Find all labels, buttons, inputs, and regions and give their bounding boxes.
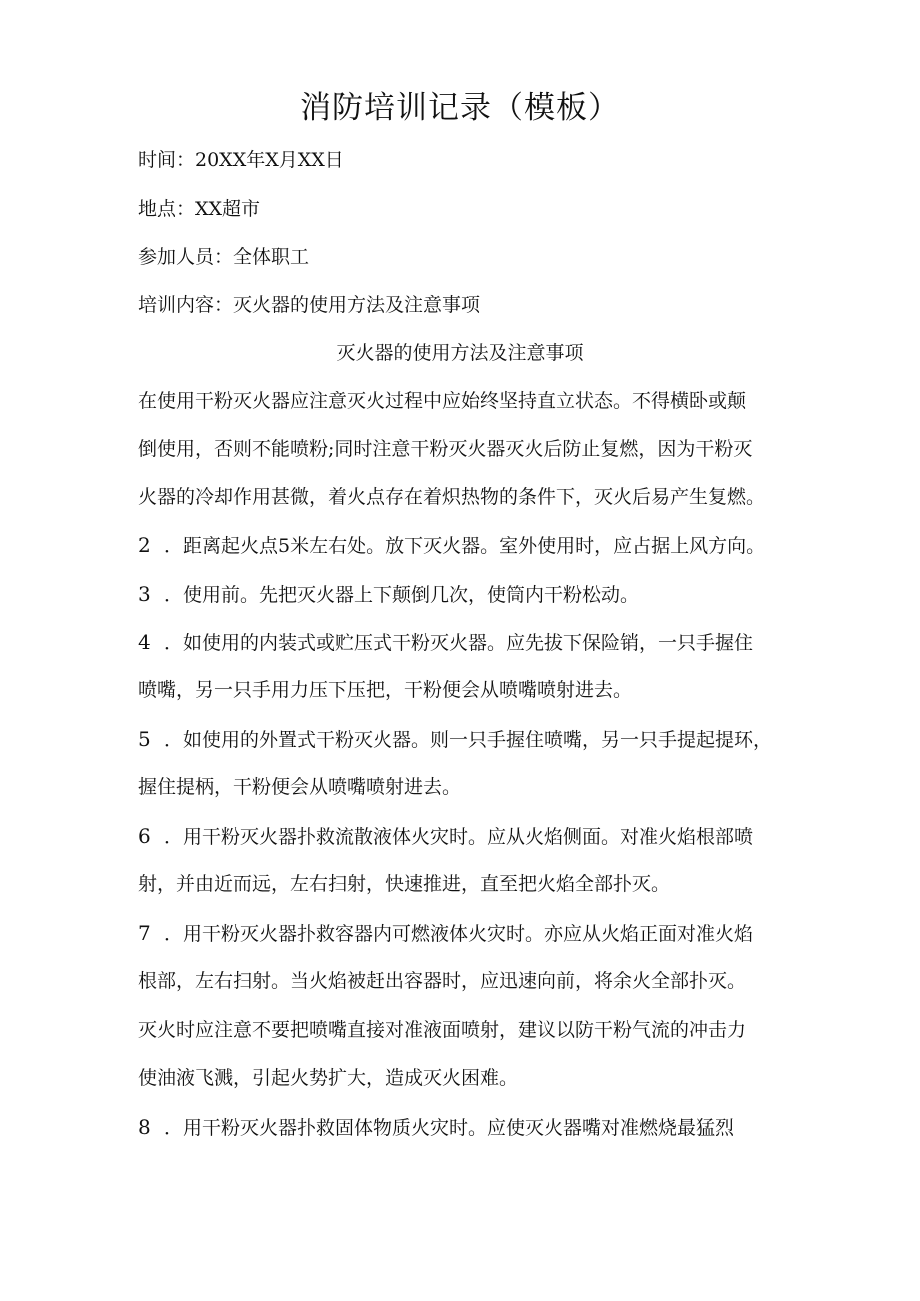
list-item-6 [138,823,798,850]
item-number: 6 [138,824,151,848]
item-continuation-line: 喷嘴，另一只手用力压下压把，干粉便会从喷嘴喷射进去。 [138,679,633,701]
item-text: ．用干粉灭火器扑救容器内可燃液体火灾时。亦应从火焰正面对准火焰 [164,923,754,945]
meta-participants: 参加人员：全体职工 [138,246,310,268]
intro-line: 火器的冷却作用甚微，着火点存在着炽热物的条件下，灭火后易产生复燃。 [138,486,766,508]
list-item-3 [138,581,798,608]
item-number: 3 [138,582,151,606]
item-number: 7 [138,921,151,945]
intro-line: 在使用干粉灭火器应注意灭火过程中应始终坚持直立状态。不得横卧或颠 [138,390,747,412]
list-item-5 [138,726,798,753]
item-number: 5 [138,727,151,751]
section-subtitle: 灭火器的使用方法及注意事项 [336,342,584,364]
item-number: 2 [138,533,151,557]
meta-time: 时间：20XX年X月XX日 [138,149,344,171]
list-item-2 [138,532,798,559]
item-text: ．使用前。先把灭火器上下颠倒几次，使筒内干粉松动。 [164,584,640,606]
item-continuation-line: 射，并由近而远，左右扫射，快速推进，直至把火焰全部扑灭。 [138,873,671,895]
item-number: 8 [138,1115,151,1139]
list-item-7 [138,920,798,947]
item-continuation-line: 灭火时应注意不要把喷嘴直接对准液面喷射，建议以防干粉气流的冲击力 [138,1019,747,1041]
item-continuation-line: 握住提柄，干粉便会从喷嘴喷射进去。 [138,776,462,798]
item-text: ．用干粉灭火器扑救固体物质火灾时。应使灭火器嘴对准燃烧最猛烈 [164,1117,735,1139]
list-item-4 [138,629,798,656]
meta-place: 地点：XX超市 [138,198,261,220]
item-number: 4 [138,630,151,654]
item-text: ．用干粉灭火器扑救流散液体火灾时。应从火焰侧面。对准火焰根部喷 [164,826,754,848]
list-item-8 [138,1114,798,1141]
item-text: ．如使用的外置式干粉灭火器。则一只手握住喷嘴，另一只手提起提环， [164,729,773,751]
intro-line: 倒使用，否则不能喷粉;同时注意干粉灭火器灭火后防止复燃，因为干粉灭 [138,438,753,460]
item-continuation-line: 根部，左右扫射。当火焰被赶出容器时，应迅速向前，将余火全部扑灭。 [138,970,747,992]
item-text: ．距离起火点5米左右处。放下灭火器。室外使用时，应占据上风方向。 [164,535,766,557]
item-text: ．如使用的内装式或贮压式干粉灭火器。应先拔下保险销，一只手握住 [164,632,754,654]
item-continuation-line: 使油液飞溅，引起火势扩大，造成灭火困难。 [138,1067,519,1089]
meta-content: 培训内容：灭火器的使用方法及注意事项 [138,294,481,316]
page-title: 消防培训记录（模板） [300,90,620,126]
